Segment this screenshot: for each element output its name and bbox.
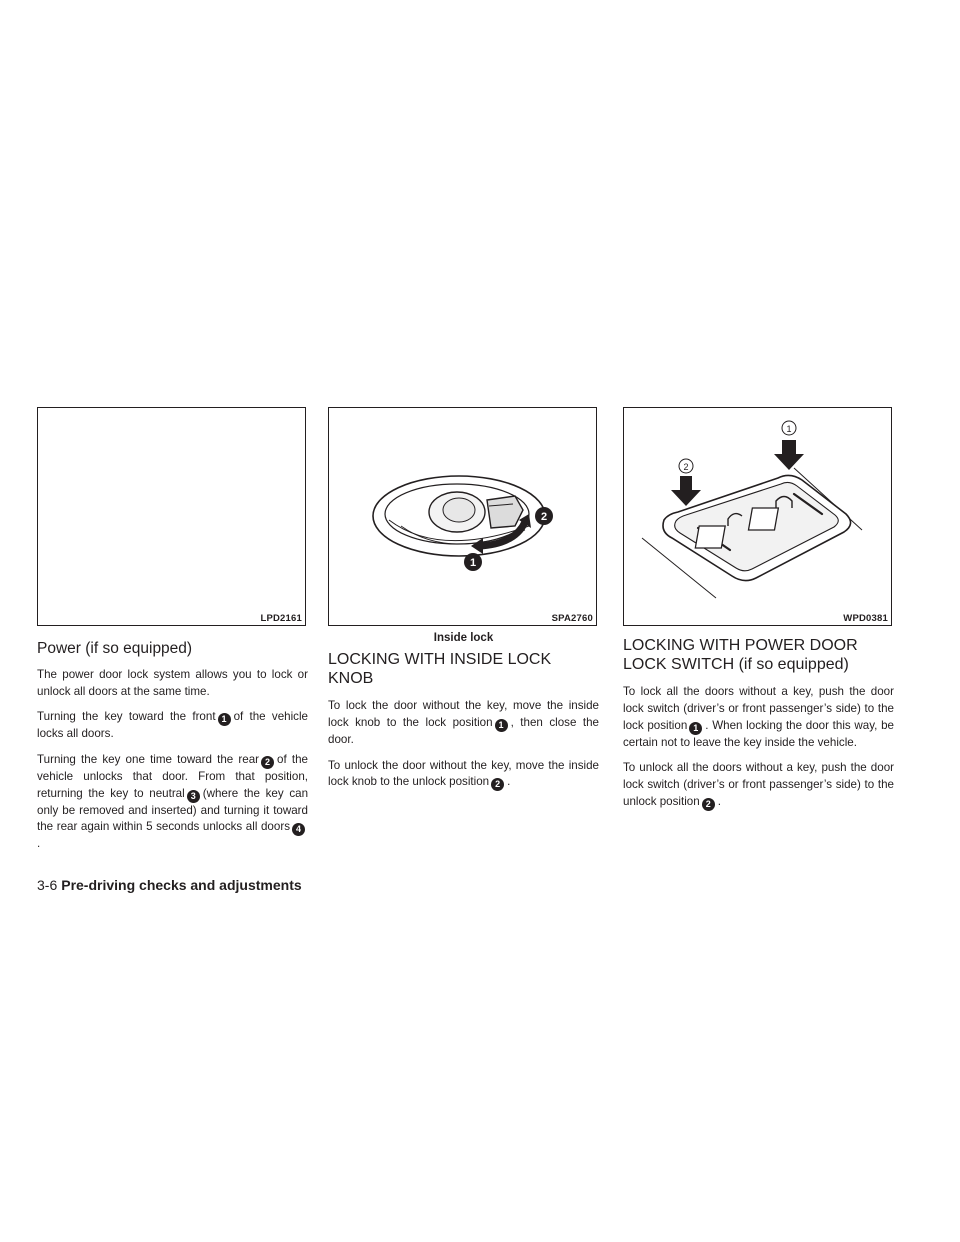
paragraph: To lock all the doors without a key, push the door lock switch (driver’s or front passenger’s side) to the lock position 1 . When locking the door this way, be certain not to leave the key inside the vehicle. xyxy=(623,685,894,749)
callout-3-icon: 3 xyxy=(187,790,200,803)
section-title: Pre-driving checks and adjustments xyxy=(61,877,302,893)
paragraph: Turning the key toward the front 1 of the vehicle locks all doors. xyxy=(37,710,308,741)
figure-code: SPA2760 xyxy=(551,613,593,624)
figure-label-2: 2 xyxy=(683,462,689,472)
paragraph: To unlock all the doors without a key, push the door lock switch (driver’s or front passenger’s side) to the unlock position 2 . xyxy=(623,761,894,809)
figure-lpd2161 xyxy=(37,407,306,626)
page-number: 3-6 xyxy=(37,877,58,893)
power-switch-illustration xyxy=(624,408,893,627)
figure-code: LPD2161 xyxy=(260,613,302,624)
paragraph: To lock the door without the key, move the inside lock knob to the lock position 1 , then close the door. xyxy=(328,699,599,747)
page-footer xyxy=(37,877,302,893)
figure-label-2: 2 xyxy=(540,511,548,523)
callout-2-icon: 2 xyxy=(261,756,274,769)
paragraph: To unlock the door without the key, move the inside lock knob to the unlock position 2 . xyxy=(328,758,599,790)
column-inside-lock xyxy=(328,407,599,800)
figure-caption: Inside lock xyxy=(433,632,494,644)
callout-1-icon: 1 xyxy=(689,722,702,735)
subheading-power: Power (if so equipped) xyxy=(37,640,193,657)
paragraph: Turning the key one time toward the rear 2 of the vehicle unlocks that door. From that position, returning the key to neutral 3 (where the key can only be removed and inserted) and turning it toward the rear again within 5 seconds unlocks all doors 4. xyxy=(37,752,309,851)
figure-label-1: 1 xyxy=(786,424,792,434)
callout-2-icon: 2 xyxy=(491,778,504,791)
paragraph: The power door lock system allows you to lock or unlock all doors at the same time. xyxy=(37,667,308,698)
callout-1-icon: 1 xyxy=(495,719,508,732)
heading-inside-lock: LOCKING WITH INSIDE LOCK KNOB xyxy=(328,651,552,688)
figure-wpd0381 xyxy=(623,407,892,626)
figure-spa2760 xyxy=(328,407,597,626)
figure-code: WPD0381 xyxy=(843,613,888,624)
callout-1-icon: 1 xyxy=(218,713,231,726)
figure-label-1: 1 xyxy=(469,557,477,569)
callout-2-icon: 2 xyxy=(702,798,715,811)
column-power-locks xyxy=(37,407,308,862)
inside-lock-illustration xyxy=(329,408,598,627)
callout-4-icon: 4 xyxy=(292,823,305,836)
heading-power-switch: LOCKING WITH POWER DOOR LOCK SWITCH (if so equipped) xyxy=(623,637,858,674)
column-power-switch xyxy=(623,407,894,820)
